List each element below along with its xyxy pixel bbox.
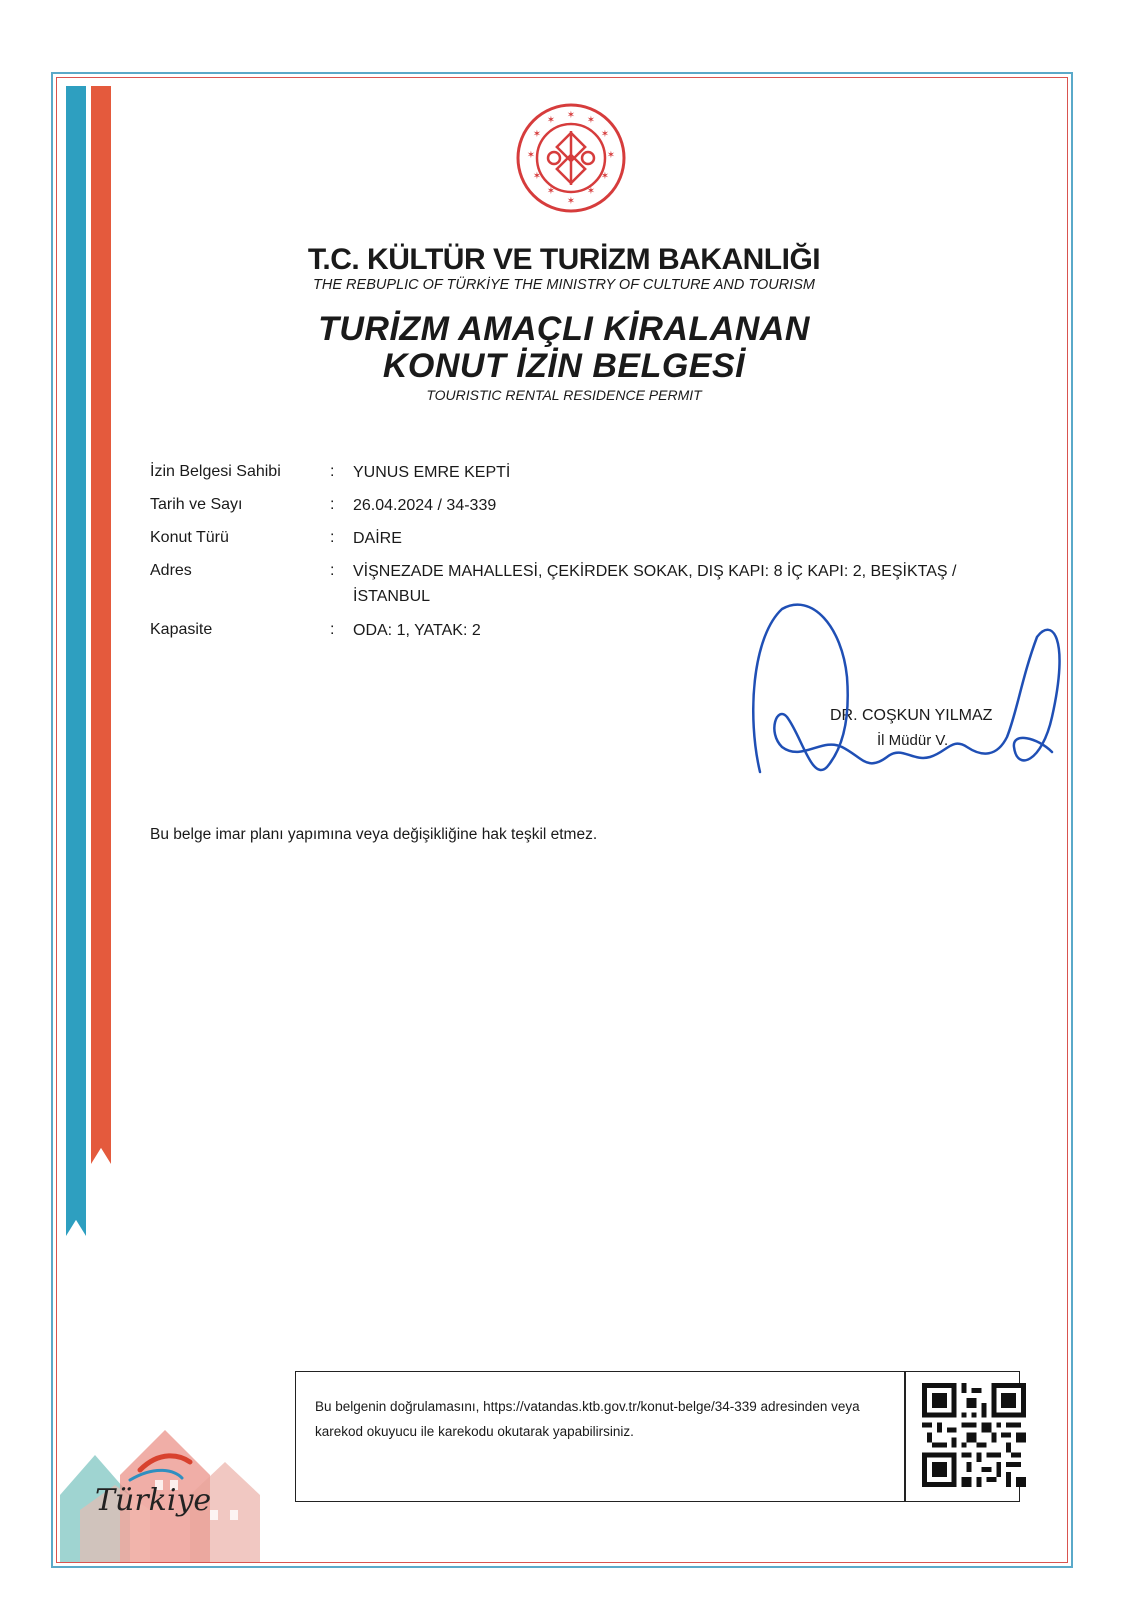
document-title-line1: TURİZM AMAÇLI KİRALANAN (318, 310, 810, 348)
svg-text:✶: ✶ (586, 186, 596, 197)
capacity-value: ODA: 1, YATAK: 2 (353, 622, 481, 639)
certificate-border-inner (56, 77, 1068, 1563)
svg-text:✶: ✶ (532, 171, 542, 182)
svg-text:✶: ✶ (546, 186, 556, 197)
ministry-name-en: THE REBUPLIC OF TÜRKİYE THE MINISTRY OF CULTURE AND TOURISM (313, 277, 815, 293)
date-number-value: 26.04.2024 / 34-339 (353, 497, 497, 514)
svg-text:✶: ✶ (600, 129, 610, 140)
legal-notice: Bu belge imar planı yapımına veya değişikliğine hak teşkil etmez. (150, 826, 598, 843)
capacity-label: Kapasite (150, 621, 213, 638)
housing-type-colon: : (330, 529, 335, 546)
document-title-en: TOURISTIC RENTAL RESIDENCE PERMIT (426, 387, 702, 403)
address-label: Adres (150, 562, 192, 579)
handwritten-signature (752, 597, 1072, 792)
date-number-label: Tarih ve Sayı (150, 496, 243, 513)
qr-code-icon[interactable] (922, 1383, 1026, 1487)
svg-text:✶: ✶ (546, 115, 556, 126)
turkiye-logo-text: Türkiye (95, 1483, 212, 1518)
svg-text:✶: ✶ (600, 171, 610, 182)
owner-label: İzin Belgesi Sahibi (150, 463, 281, 480)
turkiye-brand-artwork (60, 1400, 290, 1562)
address-value: VİŞNEZADE MAHALLESİ, ÇEKİRDEK SOKAK, DIŞ KAPI: 8 İÇ KAPI: 2, BEŞİKTAŞ / İSTANBUL (353, 563, 957, 605)
ministry-seal-icon (514, 101, 628, 215)
svg-text:✶: ✶ (606, 150, 616, 161)
housing-type-label: Konut Türü (150, 529, 229, 546)
capacity-colon: : (330, 621, 335, 638)
svg-text:✶: ✶ (566, 196, 576, 207)
address-colon: : (330, 562, 335, 579)
owner-value: YUNUS EMRE KEPTİ (353, 464, 511, 481)
date-number-colon: : (330, 496, 335, 513)
ministry-name-tr: T.C. KÜLTÜR VE TURİZM BAKANLIĞI (307, 243, 821, 276)
verification-text: Bu belgenin doğrulamasını, https://vatandas.ktb.gov.tr/konut-belge/34-339 adresinden veya karekod okuyucu ile karekodu okutarak yapabilirsiniz. (315, 1399, 860, 1439)
signatory-name: DR. COŞKUN YILMAZ (830, 707, 993, 724)
svg-text:✶: ✶ (526, 150, 536, 161)
svg-text:✶: ✶ (566, 110, 576, 121)
signatory-title: İl Müdür V. (877, 732, 949, 749)
svg-text:✶: ✶ (532, 129, 542, 140)
verification-divider (904, 1371, 906, 1502)
housing-type-value: DAİRE (353, 530, 402, 547)
svg-text:✶: ✶ (586, 115, 596, 126)
document-title-line2: KONUT İZİN BELGESİ (382, 347, 746, 385)
owner-colon: : (330, 463, 335, 480)
